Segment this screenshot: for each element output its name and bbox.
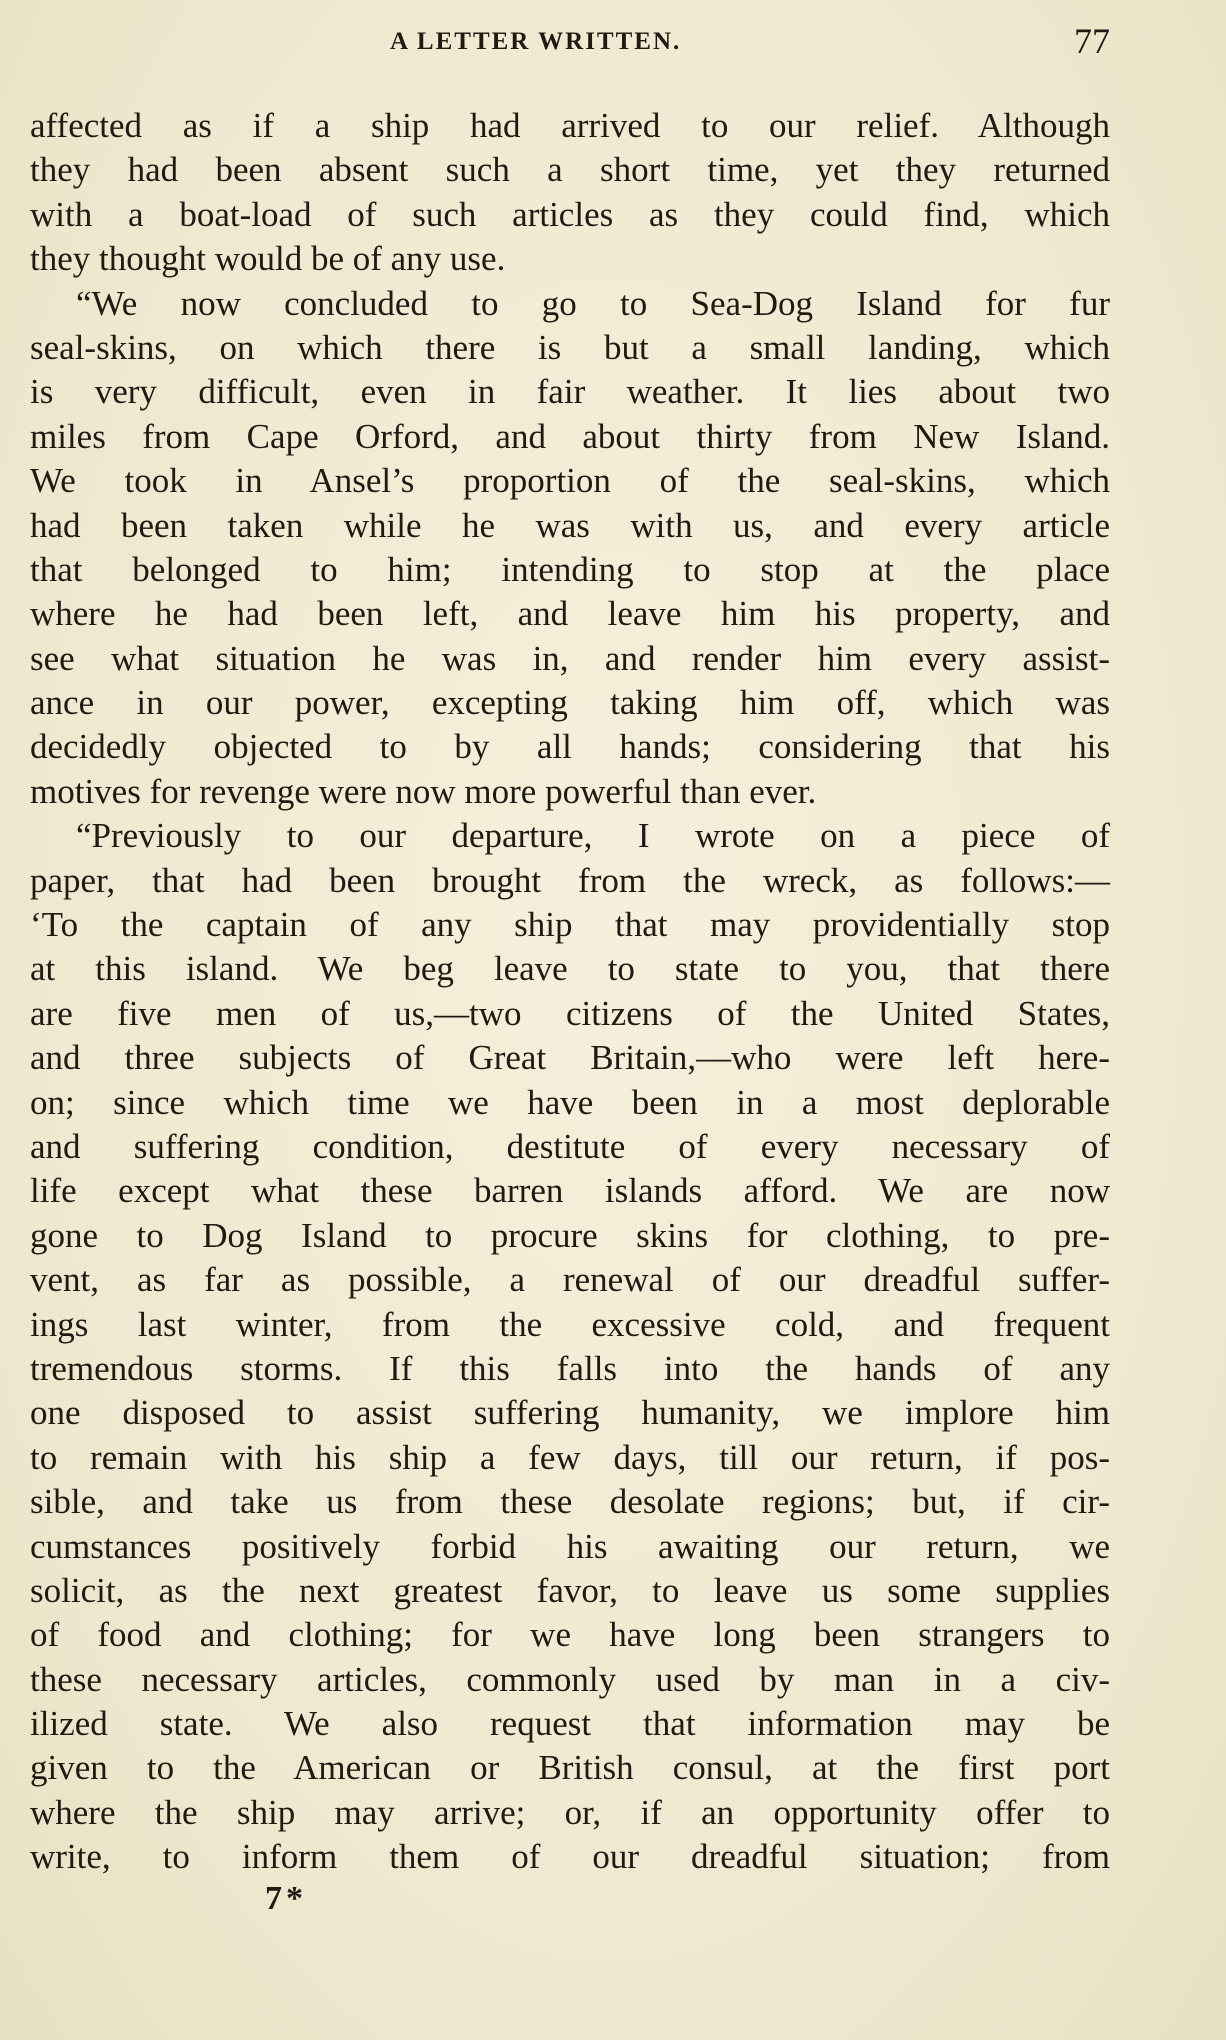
text-line: they thought would be of any use. [30,239,506,279]
text-line: given to the American or British consul, at the first port [30,1748,1110,1788]
signature-mark: 7* [265,1880,307,1917]
text-line: to remain with his ship a few days, till our return, if pos- [30,1437,1110,1477]
text-line: We took in Ansel’s proportion of the seal-skins, which [30,461,1110,501]
text-line: “We now concluded to go to Sea-Dog Island for fur [76,283,1110,323]
text-line: seal-skins, on which there is but a small landing, which [30,327,1110,367]
text-line: with a boat-load of such articles as they could find, which [30,194,1110,234]
text-line: where he had been left, and leave him his property, and [30,594,1110,634]
text-line: solicit, as the next greatest favor, to leave us some supplies [30,1570,1110,1610]
running-title: A LETTER WRITTEN. [390,28,682,55]
text-line: at this island. We beg leave to state to you, that there [30,949,1110,989]
text-line: life except what these barren islands afford. We are now [30,1171,1110,1211]
text-line: and three subjects of Great Britain,—who were left here- [30,1038,1110,1078]
text-line: they had been absent such a short time, yet they returned [30,150,1110,190]
text-line: are five men of us,—two citizens of the United States, [30,993,1110,1033]
text-line: cumstances positively forbid his awaiting our return, we [30,1526,1110,1566]
text-line: and suffering condition, destitute of every necessary of [30,1126,1110,1166]
text-line: see what situation he was in, and render him every assist- [30,638,1110,678]
text-line: write, to inform them of our dreadful situation; from [30,1837,1110,1877]
text-line: miles from Cape Orford, and about thirty from New Island. [30,416,1110,456]
text-line: paper, that had been brought from the wreck, as follows:— [30,860,1110,900]
text-line: one disposed to assist suffering humanity, we implore him [30,1393,1110,1433]
text-line: “Previously to our departure, I wrote on a piece of [76,816,1110,856]
text-line: sible, and take us from these desolate regions; but, if cir- [30,1482,1110,1522]
text-line: ance in our power, excepting taking him off, which was [30,683,1110,723]
text-line: on; since which time we have been in a most deplorable [30,1082,1110,1122]
text-line: ings last winter, from the excessive cold, and frequent [30,1304,1110,1344]
text-line: that belonged to him; intending to stop at the place [30,549,1110,589]
text-line: tremendous storms. If this falls into the hands of any [30,1348,1110,1388]
text-line: ilized state. We also request that information may be [30,1704,1110,1744]
text-line: decidedly objected to by all hands; considering that his [30,727,1110,767]
text-line: these necessary articles, commonly used by man in a civ- [30,1659,1110,1699]
running-head [30,20,1110,70]
body-text [30,104,1110,1880]
text-line: of food and clothing; for we have long been strangers to [30,1615,1110,1655]
text-line: motives for revenge were now more powerful than ever. [30,771,817,811]
text-line: is very difficult, even in fair weather. It lies about two [30,372,1110,412]
text-line: affected as if a ship had arrived to our relief. Although [30,106,1110,145]
text-line: where the ship may arrive; or, if an opportunity offer to [30,1792,1110,1832]
text-line: vent, as far as possible, a renewal of our dreadful suffer- [30,1260,1110,1300]
text-line: ‘To the captain of any ship that may providentially stop [30,905,1110,945]
page-number: 77 [1074,21,1110,61]
text-line: had been taken while he was with us, and every article [30,505,1110,545]
text-line: gone to Dog Island to procure skins for clothing, to pre- [30,1215,1110,1255]
